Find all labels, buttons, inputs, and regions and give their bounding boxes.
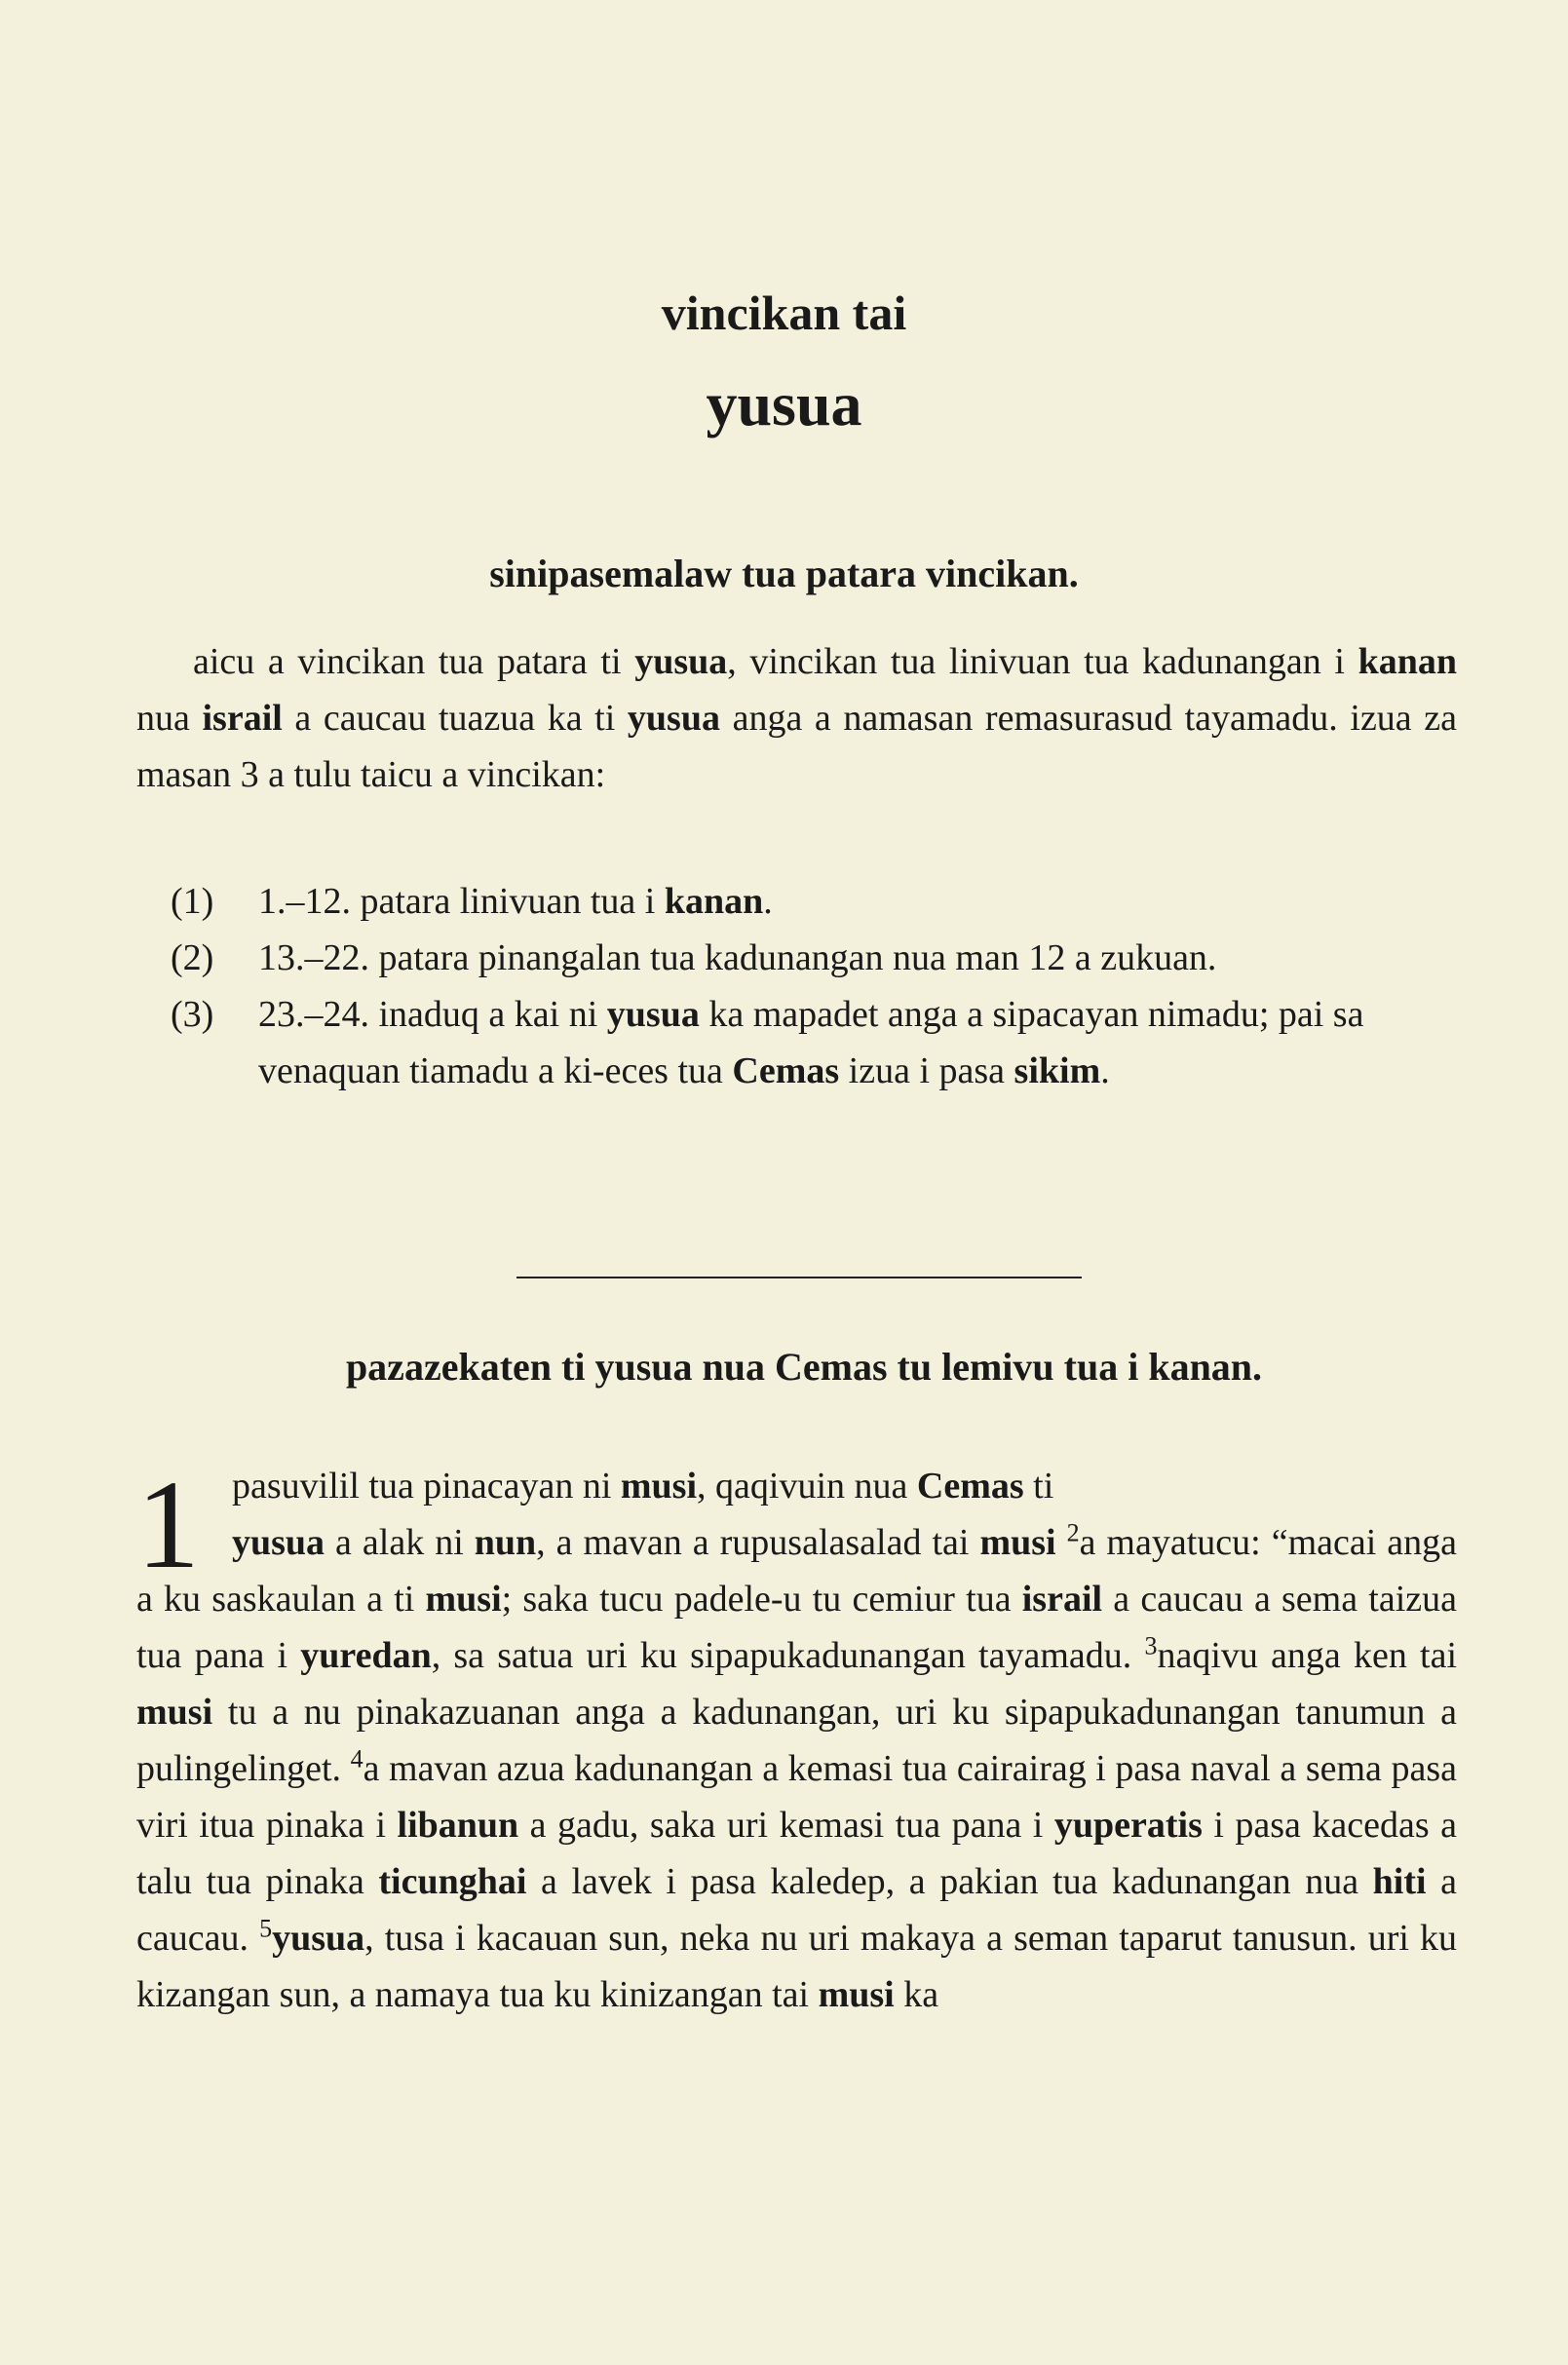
intro-paragraph: aicu a vincikan tua patara ti yusua, vincikan tua linivuan tua kadunangan i kanan nua israil a caucau tuazua ka ti yusua anga a namasan remasurasud tayamadu. izua za masan 3 a tulu taicu a vincikan:: [136, 641, 1458, 795]
chapter-body: pasuvilil tua pinacayan ni musi, qaqivuin nua Cemas ti yusua a alak ni nun, a mavan a rupusalasalad tai musi $^2$a mayatucu: “macai anga a ku saskaulan a ti musi; saka tucu padele-u tu cemiur tua israil a caucau a sema taizua tua pana i yuredan, sa satua uri ku sipapukadunangan tayamadu. $^3$naqivu anga ken tai musi tu a nu pinakazuanan anga a kadunangan, uri ku sipapukadunangan tanumun a pulingelinget. $^4$a mavan azua kadunangan a kemasi tua cairairag i pasa naval a sema pasa viri itua pinaka i libanun a gadu, saka uri kemasi tua pana i yuperatis i pasa kacedas a talu tua pinaka ticunghai a lavek i pasa kaledep, a pakian tua kadunangan nua hiti a caucau. $^5$yusua, tusa i kacauan sun, neka nu uri makaya a seman taparut tanusun. uri ku kizangan sun, a namaya tua ku kinizangan tai musi ka: [136, 1466, 1458, 2015]
book-title-line1: vincikan tai: [661, 286, 907, 340]
list-item: (3) 23.–24. inaduq a kai ni yusua ka mapadet anga a sipacayan nimadu; pai sa venaquan tiamadu a ki-eces tua Cemas izua i pasa sikim.: [171, 994, 1364, 1091]
chapter-number: 1: [136, 1455, 200, 1595]
verse-number: 2: [1066, 1518, 1080, 1547]
verse-number: 4: [350, 1744, 363, 1774]
verse-number: 5: [259, 1914, 273, 1943]
intro-subtitle: sinipasemalaw tua patara vincikan.: [489, 552, 1079, 595]
verse-number: 3: [1144, 1631, 1158, 1660]
list-item: (1) 1.–12. patara linivuan tua i kanan.: [171, 881, 773, 922]
section-heading: pazazekaten ti yusua nua Cemas tu lemivu tua i kanan.: [345, 1345, 1263, 1389]
list-item: (2) 13.–22. patara pinangalan tua kadunangan nua man 12 a zukuan.: [171, 937, 1217, 978]
book-title-line2: yusua: [706, 369, 862, 439]
outline-list: [171, 873, 1457, 1099]
section-divider: [516, 1277, 1082, 1278]
